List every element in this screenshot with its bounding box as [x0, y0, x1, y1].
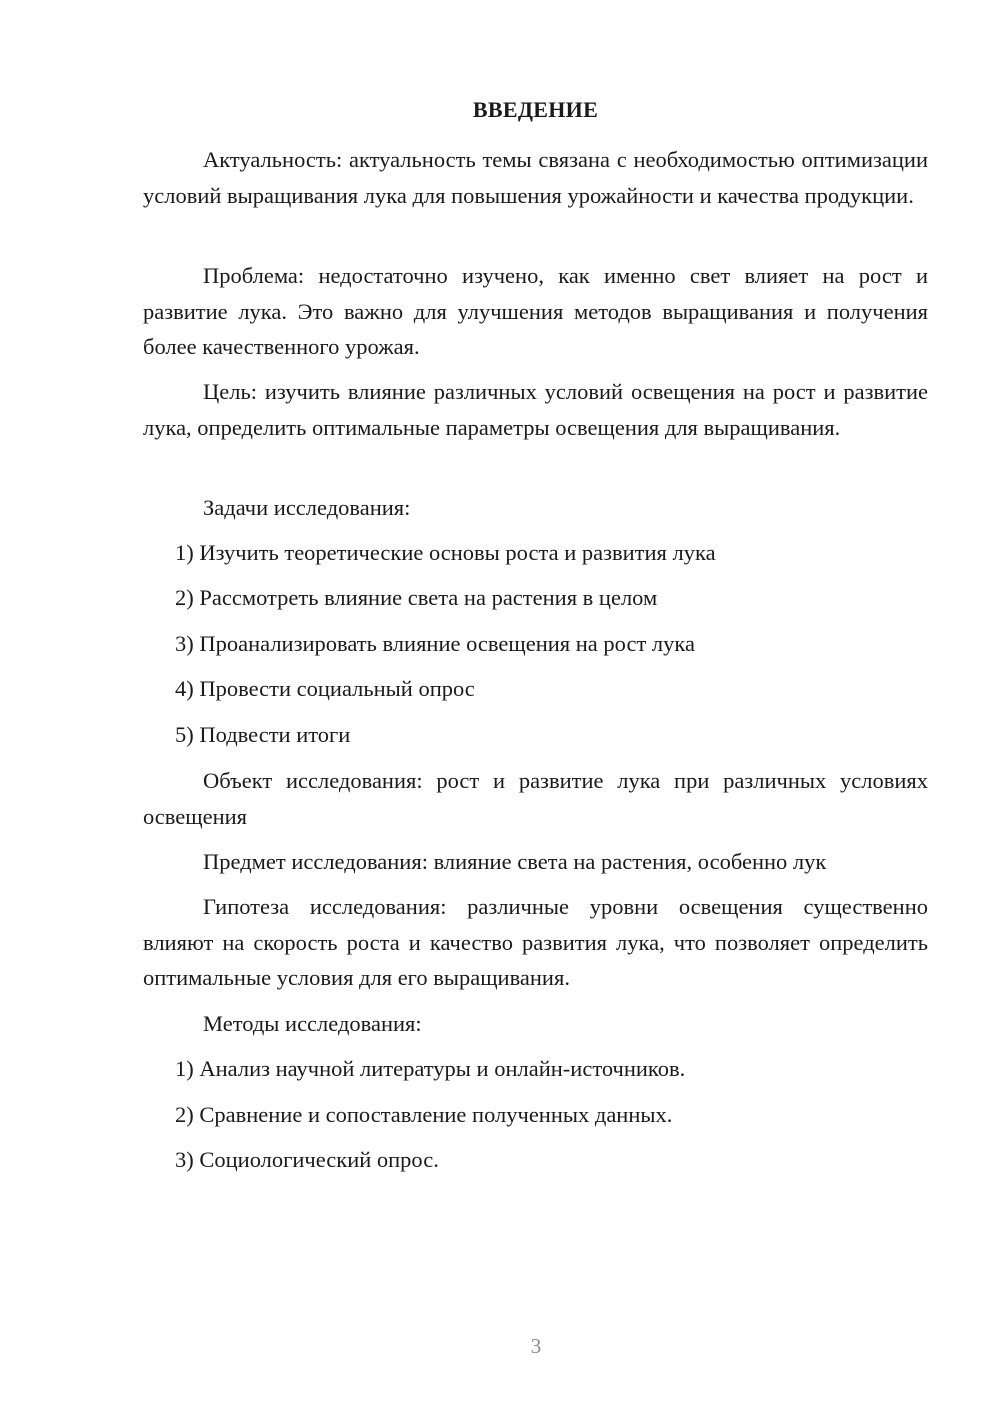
- object-paragraph: Объект исследования: рост и развитие лука при различных условиях освещения: [143, 768, 928, 829]
- methods-heading: Методы исследования:: [203, 1011, 422, 1036]
- page-title: ВВЕДЕНИЕ: [472, 97, 599, 122]
- relevance-paragraph: Актуальность: актуальность темы связана с необходимостью оптимизации условий выращивания лука для повышения урожайности и качества продукции.: [143, 147, 928, 208]
- method-item: 1) Анализ научной литературы и онлайн-источников.: [175, 1056, 686, 1081]
- method-item: 2) Сравнение и сопоставление полученных данных.: [175, 1102, 673, 1127]
- page-number: 3: [530, 1334, 542, 1358]
- task-item: 3) Проанализировать влияние освещения на рост лука: [175, 631, 695, 656]
- method-item: 3) Социологический опрос.: [175, 1147, 439, 1172]
- task-item: 5) Подвести итоги: [175, 722, 351, 747]
- subject-paragraph: Предмет исследования: влияние света на растения, особенно лук: [203, 849, 827, 874]
- task-item: 1) Изучить теоретические основы роста и развития лука: [175, 540, 716, 565]
- task-item: 4) Провести социальный опрос: [175, 676, 475, 701]
- task-item: 2) Рассмотреть влияние света на растения в целом: [175, 585, 658, 610]
- hypothesis-paragraph: Гипотеза исследования: различные уровни освещения существенно влияют на скорость роста и качество развития лука, что позволяет определить оптимальные условия для его выращивания.: [143, 894, 928, 990]
- problem-paragraph: Проблема: недостаточно изучено, как именно свет влияет на рост и развитие лука. Это важно для улучшения методов выращивания и получения более качественного урожая.: [143, 263, 928, 359]
- goal-paragraph: Цель: изучить влияние различных условий освещения на рост и развитие лука, определить оптимальные параметры освещения для выращивания.: [143, 379, 928, 440]
- tasks-heading: Задачи исследования:: [203, 495, 411, 520]
